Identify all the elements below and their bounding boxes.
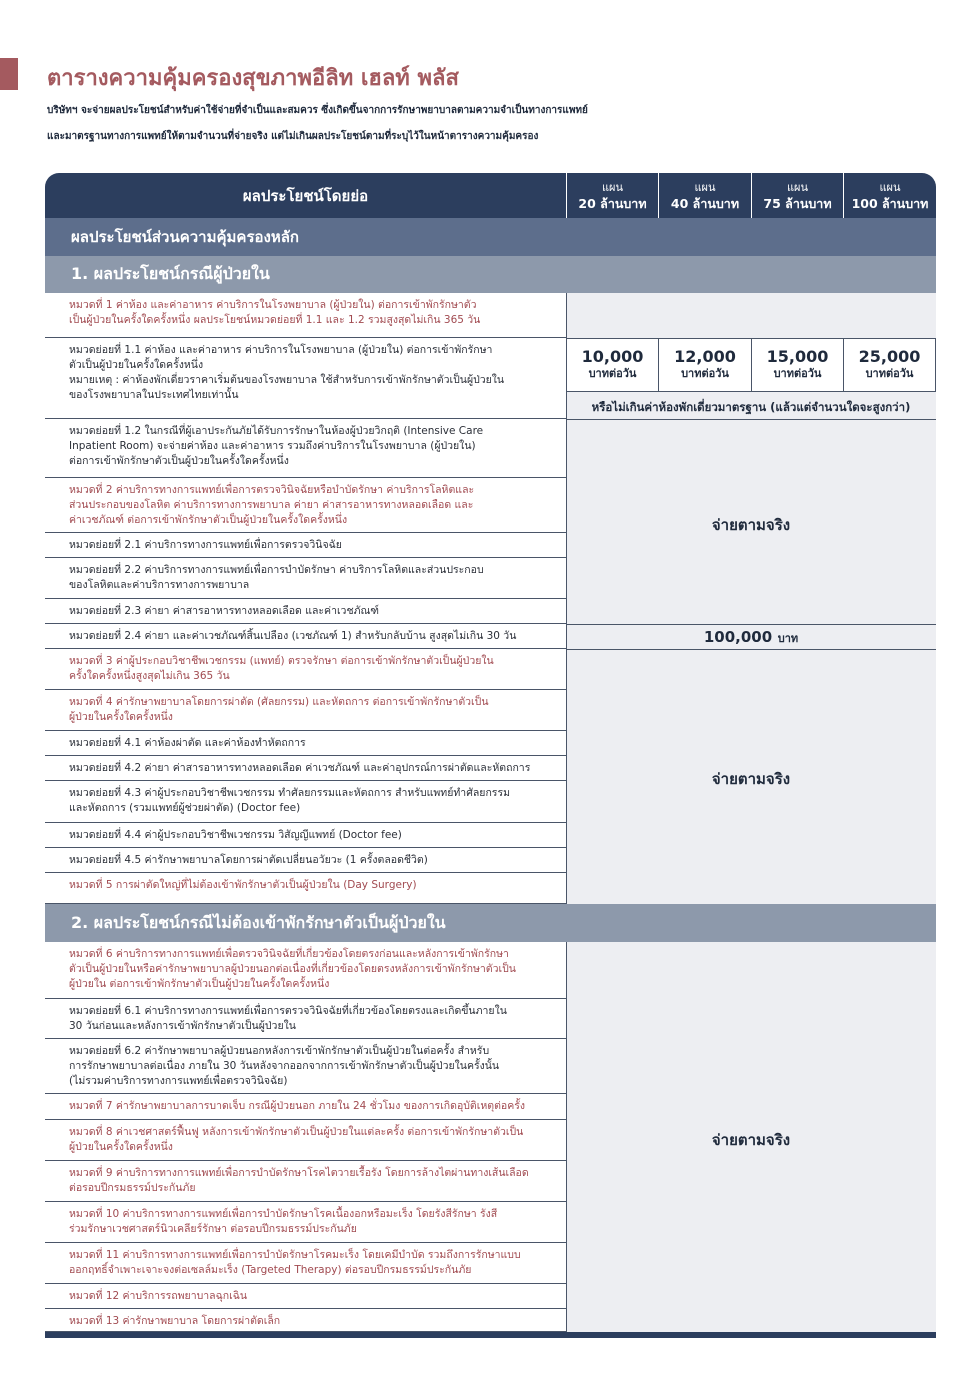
room-rate-note: หรือไม่เกินค่าห้องพักเดี่ยวมาตรฐาน (แล้วแต่จำนวนใดจะสูงกว่า)	[591, 400, 911, 414]
table-row	[45, 419, 566, 478]
row-text-line: หมวดย่อยที่ 4.4 ค่าผู้ประกอบวิชาชีพเวชกรรม วิสัญญีแพทย์ (Doctor fee)	[69, 829, 402, 841]
row-text-line: หมวดที่ 13 ค่ารักษาพยาบาล โดยการผ่าตัดเล็ก	[69, 1315, 281, 1327]
table-row	[45, 1120, 566, 1161]
table-row	[45, 1309, 566, 1332]
table-row	[45, 533, 566, 558]
room-rate-plan-75m	[751, 338, 844, 392]
rate-unit: บาทต่อวัน	[681, 367, 729, 380]
intro-line: และมาตรฐานทางการแพทย์ให้ตามจำนวนที่จ่ายจริง แต่ไม่เกินผลประโยชน์ตามที่ระบุไว้ในหน้าตารางความคุ้มครอง	[47, 131, 539, 142]
table-row	[45, 690, 566, 731]
row-text-line: ออกฤทธิ์จำเพาะเจาะจงต่อเซลล์มะเร็ง (Targeted Therapy) ต่อรอบปีกรมธรรม์ประกันภัย	[69, 1264, 472, 1276]
row-text-line: หมวดที่ 7 ค่ารักษาพยาบาลการบาดเจ็บ กรณีผู้ป่วยนอก ภายใน 24 ชั่วโมง ของการเกิดอุบัติเหตุต่อครั้ง	[69, 1100, 525, 1112]
room-rate-plan-100m	[843, 338, 936, 392]
row-text-line: หมวดที่ 10 ค่าบริการทางการแพทย์เพื่อการบำบัดรักษาโรคเนื้องอกหรือมะเร็ง โดยรังสีรักษา รังสี	[69, 1208, 498, 1220]
table-row	[45, 781, 566, 823]
row-text-line: หมวดที่ 6 ค่าบริการทางการแพทย์เพื่อตรวจวินิจฉัยที่เกี่ยวข้องโดยตรงก่อนและหลังการเข้าพักรักษา	[69, 948, 509, 960]
row-text-line: หมายเหตุ : ค่าห้องพักเดี่ยวราคาเริ่มต้นของโรงพยาบาล ใช้สำหรับการเข้าพักรักษาตัวเป็นผู้ป่วยใน	[69, 374, 505, 386]
rate-amount: 12,000	[674, 347, 736, 366]
rate-unit: บาทต่อวัน	[588, 367, 637, 380]
section-main-coverage: ผลประโยชน์ส่วนความคุ้มครองหลัก	[45, 218, 936, 256]
rate-amount: 25,000	[858, 347, 921, 366]
header-plan-75m	[751, 173, 843, 218]
row-text-line: หมวดย่อยที่ 1.1 ค่าห้อง และค่าอาหาร ค่าบริการในโรงพยาบาล (ผู้ป่วยใน) ต่อการเข้าพักรักษา	[69, 344, 493, 356]
rate-unit: บาทต่อวัน	[773, 367, 822, 380]
header-benefit: ผลประโยชน์โดยย่อ	[242, 186, 369, 205]
table-row	[45, 1161, 566, 1202]
row-text-line: การรักษาพยาบาลต่อเนื่อง ภายใน 30 วันหลังจากออกจากการเข้าพักรักษาตัวเป็นผู้ป่วยในครั้งนั้น	[69, 1060, 500, 1072]
table-bottom-bar	[45, 1332, 936, 1338]
row-text-line: หมวดที่ 9 ค่าบริการทางการแพทย์เพื่อการบำบัดรักษาโรคไตวายเรื้อรัง โดยการล้างไตผ่านทางเส้นเลือด	[69, 1167, 529, 1179]
table-row	[45, 756, 566, 781]
row-text-line: เป็นผู้ป่วยในครั้งใดครั้งหนึ่ง ผลประโยชน์หมวดย่อยที่ 1.1 และ 1.2 รวมสูงสุดไม่เกิน 365 วัน	[69, 314, 481, 326]
table-row	[45, 1243, 566, 1284]
row-text-line: ตัวเป็นผู้ป่วยในครั้งใดครั้งหนึ่ง	[69, 359, 204, 371]
plan-amount: 75 ล้านบาท	[763, 195, 832, 211]
page-title: ตารางความคุ้มครองสุขภาพอีลิท เฮลท์ พลัส	[47, 66, 459, 91]
intro-paragraph	[47, 98, 947, 150]
coverage-table	[45, 173, 936, 1338]
row-text-line: ร่วมรักษาเวชศาสตร์นิวเคลียร์รักษา ต่อรอบปีกรมธรรม์ประกันภัย	[69, 1223, 357, 1235]
table-row	[45, 649, 566, 690]
row-divider	[566, 624, 936, 625]
row-text-line: หมวดที่ 1 ค่าห้อง และค่าอาหาร ค่าบริการในโรงพยาบาล (ผู้ป่วยใน) ต่อการเข้าพักรักษาตัว	[69, 299, 477, 311]
row-text-line: หมวดย่อยที่ 2.1 ค่าบริการทางการแพทย์เพื่อการตรวจวินิจฉัย	[69, 539, 342, 551]
pay-actual-inpatient-upper: จ่ายตามจริง	[711, 516, 791, 534]
row-text-line: หมวดย่อยที่ 6.2 ค่ารักษาพยาบาลผู้ป่วยนอกหลังการเข้าพักรักษาตัวเป็นผู้ป่วยในต่อครั้ง สำหรับ	[69, 1045, 490, 1057]
table-row	[45, 848, 566, 873]
plan-label: แผน	[786, 180, 809, 194]
table-row	[45, 823, 566, 848]
table-row	[45, 942, 566, 999]
row-text-line: หมวดที่ 3 ค่าผู้ประกอบวิชาชีพเวชกรรม (แพทย์) ตรวจรักษา ต่อการเข้าพักรักษาตัวเป็นผู้ป่วยใน	[69, 655, 494, 667]
row-text-line: ค่าเวชภัณฑ์ ต่อการเข้าพักรักษาตัวเป็นผู้ป่วยในครั้งใดครั้งหนึ่ง	[69, 514, 348, 526]
header-plan-40m	[658, 173, 751, 218]
row-text-line: (ไม่รวมค่าบริการทางการแพทย์เพื่อตรวจวินิจฉัย)	[69, 1075, 288, 1087]
plan-label: แผน	[879, 180, 901, 194]
row-text-line: Inpatient Room) จะจ่ายค่าห้อง และค่าอาหาร รวมถึงค่าบริการในโรงพยาบาล (ผู้ป่วยใน)	[69, 440, 476, 452]
header-plan-100m	[843, 173, 936, 218]
row-text-line: ผู้ป่วยในครั้งใดครั้งหนึ่ง	[69, 1141, 173, 1153]
row-text-line: หมวดที่ 5 การผ่าตัดใหญ่ที่ไม่ต้องเข้าพักรักษาตัวเป็นผู้ป่วยใน (Day Surgery)	[69, 879, 417, 891]
table-row	[45, 1094, 566, 1120]
intro-line: บริษัทฯ จะจ่ายผลประโยชน์สำหรับค่าใช้จ่ายที่จำเป็นและสมควร ซึ่งเกิดขึ้นจากการรักษาพยาบาลตามความจำเป็นทางการแพทย์	[47, 105, 588, 116]
row-text-line: หมวดย่อยที่ 4.3 ค่าผู้ประกอบวิชาชีพเวชกรรม ทำศัลยกรรมและหัตถการ สำหรับแพทย์ทำศัลยกรรม	[69, 787, 510, 799]
table-row	[45, 558, 566, 599]
takehome-limit	[566, 627, 936, 647]
takehome-unit: บาท	[777, 632, 799, 645]
row-text-line: ต่อการเข้าพักรักษาตัวเป็นผู้ป่วยในครั้งใดครั้งหนึ่ง	[69, 455, 289, 467]
row-text-line: ของโรงพยาบาลในประเทศไทยเท่านั้น	[69, 389, 239, 401]
table-row	[45, 599, 566, 624]
row-text-line: ผู้ป่วยในครั้งใดครั้งหนึ่ง	[69, 711, 173, 723]
table-row	[45, 1284, 566, 1309]
plan-amount: 40 ล้านบาท	[670, 195, 740, 211]
rate-unit: บาทต่อวัน	[865, 367, 914, 380]
header-plan-20m	[566, 173, 658, 218]
row-text-line: ตัวเป็นผู้ป่วยในหรือค่ารักษาพยาบาลผู้ป่วยนอกต่อเนื่องที่เกี่ยวข้องโดยตรงหลังการเข้าพักรักษาตัวเป็น	[69, 963, 516, 975]
row-text-line: ผู้ป่วยใน ต่อการเข้าพักรักษาตัวเป็นผู้ป่วยในครั้งใดครั้งหนึ่ง	[69, 978, 330, 990]
pay-actual-outpatient: จ่ายตามจริง	[711, 1131, 791, 1149]
table-row	[45, 624, 566, 649]
plan-label: แผน	[601, 180, 624, 194]
row-text-line: ครั้งใดครั้งหนึ่งสูงสุดไม่เกิน 365 วัน	[69, 670, 230, 682]
row-text-line: หมวดย่อยที่ 2.4 ค่ายา และค่าเวชภัณฑ์สิ้นเปลือง (เวชภัณฑ์ 1) สำหรับกลับบ้าน สูงสุดไม่เกิน 30 วัน	[69, 630, 517, 642]
row-text-line: หมวดที่ 2 ค่าบริการทางการแพทย์เพื่อการตรวจวินิจฉัยหรือบำบัดรักษา ค่าบริการโลหิตและ	[69, 484, 475, 496]
room-rate-plan-40m	[658, 338, 752, 392]
section-outpatient: 2. ผลประโยชน์กรณีไม่ต้องเข้าพักรักษาตัวเป็นผู้ป่วยใน	[45, 904, 936, 942]
row-text-line: 30 วันก่อนและหลังการเข้าพักรักษาตัวเป็นผู้ป่วยใน	[69, 1020, 296, 1032]
table-row	[45, 478, 566, 533]
table-row	[45, 338, 566, 419]
row-text-line: ส่วนประกอบของโลหิต ค่าบริการทางการพยาบาล ค่ายา ค่าสารอาหารทางหลอดเลือด และ	[69, 499, 474, 511]
row-text-line: หมวดย่อยที่ 4.1 ค่าห้องผ่าตัด และค่าห้องทำหัตถการ	[69, 737, 306, 749]
accent-bar	[0, 58, 18, 90]
rate-amount: 10,000	[581, 347, 644, 366]
row-text-line: หมวดย่อยที่ 1.2 ในกรณีที่ผู้เอาประกันภัยได้รับการรักษาในห้องผู้ป่วยวิกฤติ (Intensive Care	[69, 425, 484, 437]
row-text-line: หมวดย่อยที่ 4.5 ค่ารักษาพยาบาลโดยการผ่าตัดเปลี่ยนอวัยวะ (1 ครั้งตลอดชีวิต)	[69, 854, 428, 866]
row-text-line: หมวดที่ 12 ค่าบริการรถพยาบาลฉุกเฉิน	[69, 1290, 248, 1302]
plan-amount: 100 ล้านบาท	[851, 195, 929, 211]
table-row	[45, 999, 566, 1039]
row-text-line: ต่อรอบปีกรมธรรม์ประกันภัย	[69, 1182, 196, 1194]
table-row	[45, 293, 566, 338]
plan-label: แผน	[694, 180, 716, 194]
table-row	[45, 1202, 566, 1243]
room-rate-plan-20m	[566, 338, 659, 392]
table-row	[45, 873, 566, 904]
table-header	[45, 173, 936, 218]
row-text-line: ของโลหิตและค่าบริการทางการพยาบาล	[69, 579, 250, 591]
row-text-line: หมวดย่อยที่ 2.2 ค่าบริการทางการแพทย์เพื่อการบำบัดรักษา ค่าบริการโลหิตและส่วนประกอบ	[69, 564, 484, 576]
row-text-line: หมวดย่อยที่ 4.2 ค่ายา ค่าสารอาหารทางหลอดเลือด ค่าเวชภัณฑ์ และค่าอุปกรณ์การผ่าตัดและหัตถการ	[69, 762, 531, 774]
row-text-line: หมวดที่ 8 ค่าเวชศาสตร์ฟื้นฟู หลังการเข้าพักรักษาตัวเป็นผู้ป่วยในแต่ละครั้ง ต่อการเข้าพักรักษาตัวเป็น	[69, 1126, 524, 1138]
section-inpatient: 1. ผลประโยชน์กรณีผู้ป่วยใน	[45, 256, 936, 293]
pay-actual-inpatient-lower: จ่ายตามจริง	[711, 770, 791, 788]
row-text-line: หมวดที่ 11 ค่าบริการทางการแพทย์เพื่อการบำบัดรักษาโรคมะเร็ง โดยเคมีบำบัด รวมถึงการรักษาแบบ	[69, 1249, 521, 1261]
rate-amount: 15,000	[766, 347, 829, 366]
row-text-line: และหัตถการ (รวมแพทย์ผู้ช่วยผ่าตัด) (Doctor fee)	[69, 802, 301, 814]
table-row	[45, 731, 566, 756]
row-text-line: หมวดที่ 4 ค่ารักษาพยาบาลโดยการผ่าตัด (ศัลยกรรม) และหัตถการ ต่อการเข้าพักรักษาตัวเป็น	[69, 696, 489, 708]
row-divider	[566, 649, 936, 650]
table-row	[45, 1039, 566, 1094]
row-divider	[566, 419, 936, 420]
plan-amount: 20 ล้านบาท	[578, 195, 647, 211]
takehome-amount: 100,000	[703, 628, 773, 646]
row-text-line: หมวดย่อยที่ 2.3 ค่ายา ค่าสารอาหารทางหลอดเลือด และค่าเวชภัณฑ์	[69, 605, 379, 617]
row-text-line: หมวดย่อยที่ 6.1 ค่าบริการทางการแพทย์เพื่อการตรวจวินิจฉัยที่เกี่ยวข้องโดยตรงและเกิดขึ้นภายใน	[69, 1005, 507, 1017]
